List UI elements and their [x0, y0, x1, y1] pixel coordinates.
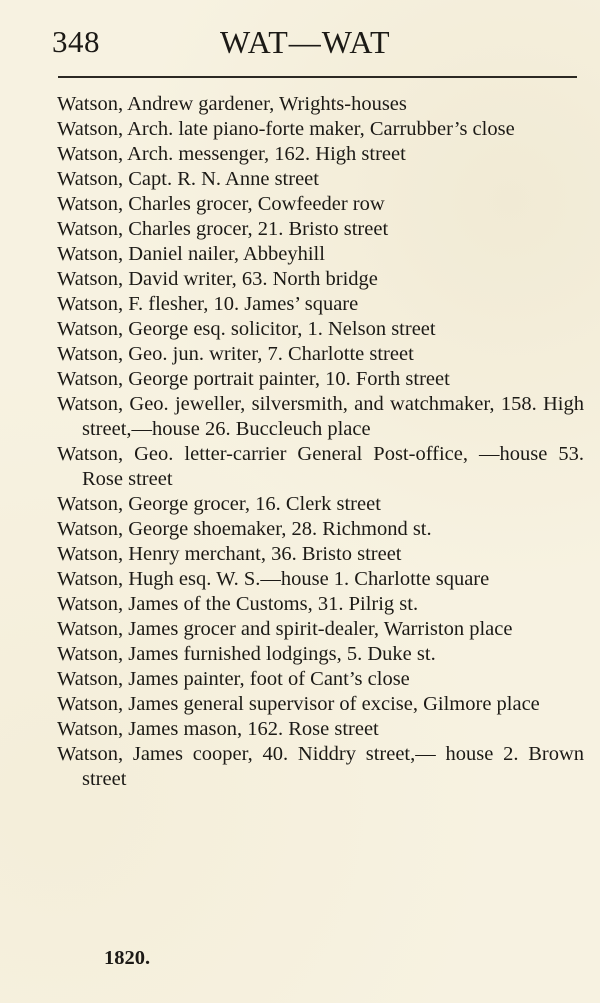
directory-entry: Watson, Andrew gardener, Wrights-houses	[57, 93, 407, 115]
directory-entry: Watson, Capt. R. N. Anne street	[57, 168, 319, 190]
directory-entry: Watson, David writer, 63. North bridge	[57, 268, 378, 290]
directory-entry: Watson, George shoemaker, 28. Richmond st.	[57, 518, 432, 540]
directory-entry: Watson, Charles grocer, Cowfeeder row	[57, 193, 385, 215]
header-rule	[58, 76, 577, 78]
directory-entry: Watson, James cooper, 40. Niddry street,— house 2. Brown street	[57, 743, 584, 790]
directory-entry: Watson, Henry merchant, 36. Bristo street	[57, 543, 402, 565]
directory-entry: Watson, Arch. late piano-forte maker, Carrubber’s close	[57, 118, 515, 140]
directory-entry: Watson, George grocer, 16. Clerk street	[57, 493, 381, 515]
page-footer-year: 1820.	[104, 947, 151, 969]
directory-entry: Watson, James of the Customs, 31. Pilrig st.	[57, 593, 419, 615]
directory-entry: Watson, James furnished lodgings, 5. Duke st.	[57, 643, 436, 665]
page-number: 348	[52, 24, 100, 59]
directory-entry: Watson, James general supervisor of excise, Gilmore place	[57, 693, 540, 715]
directory-entry: Watson, James grocer and spirit-dealer, Warriston place	[57, 618, 513, 640]
directory-entry: Watson, Daniel nailer, Abbeyhill	[57, 243, 325, 265]
directory-entry: Watson, Geo. letter-carrier General Post-office, —house 53. Rose street	[57, 443, 584, 490]
directory-entries	[57, 92, 584, 792]
directory-entry: Watson, Geo. jeweller, silversmith, and watchmaker, 158. High street,—house 26. Buccleuch place	[57, 393, 584, 440]
directory-entry: Watson, George esq. solicitor, 1. Nelson street	[57, 318, 436, 340]
directory-entry: Watson, Charles grocer, 21. Bristo street	[57, 218, 389, 240]
directory-entry: Watson, James painter, foot of Cant’s close	[57, 668, 410, 690]
directory-entry: Watson, Geo. jun. writer, 7. Charlotte street	[57, 343, 414, 365]
directory-entry: Watson, Arch. messenger, 162. High street	[57, 143, 406, 165]
directory-entry: Watson, James mason, 162. Rose street	[57, 718, 379, 740]
page-header	[52, 22, 532, 62]
directory-entry: Watson, George portrait painter, 10. Forth street	[57, 368, 450, 390]
directory-entry: Watson, Hugh esq. W. S.—house 1. Charlotte square	[57, 568, 490, 590]
running-head: WAT—WAT	[220, 24, 391, 60]
directory-entry: Watson, F. flesher, 10. James’ square	[57, 293, 359, 315]
